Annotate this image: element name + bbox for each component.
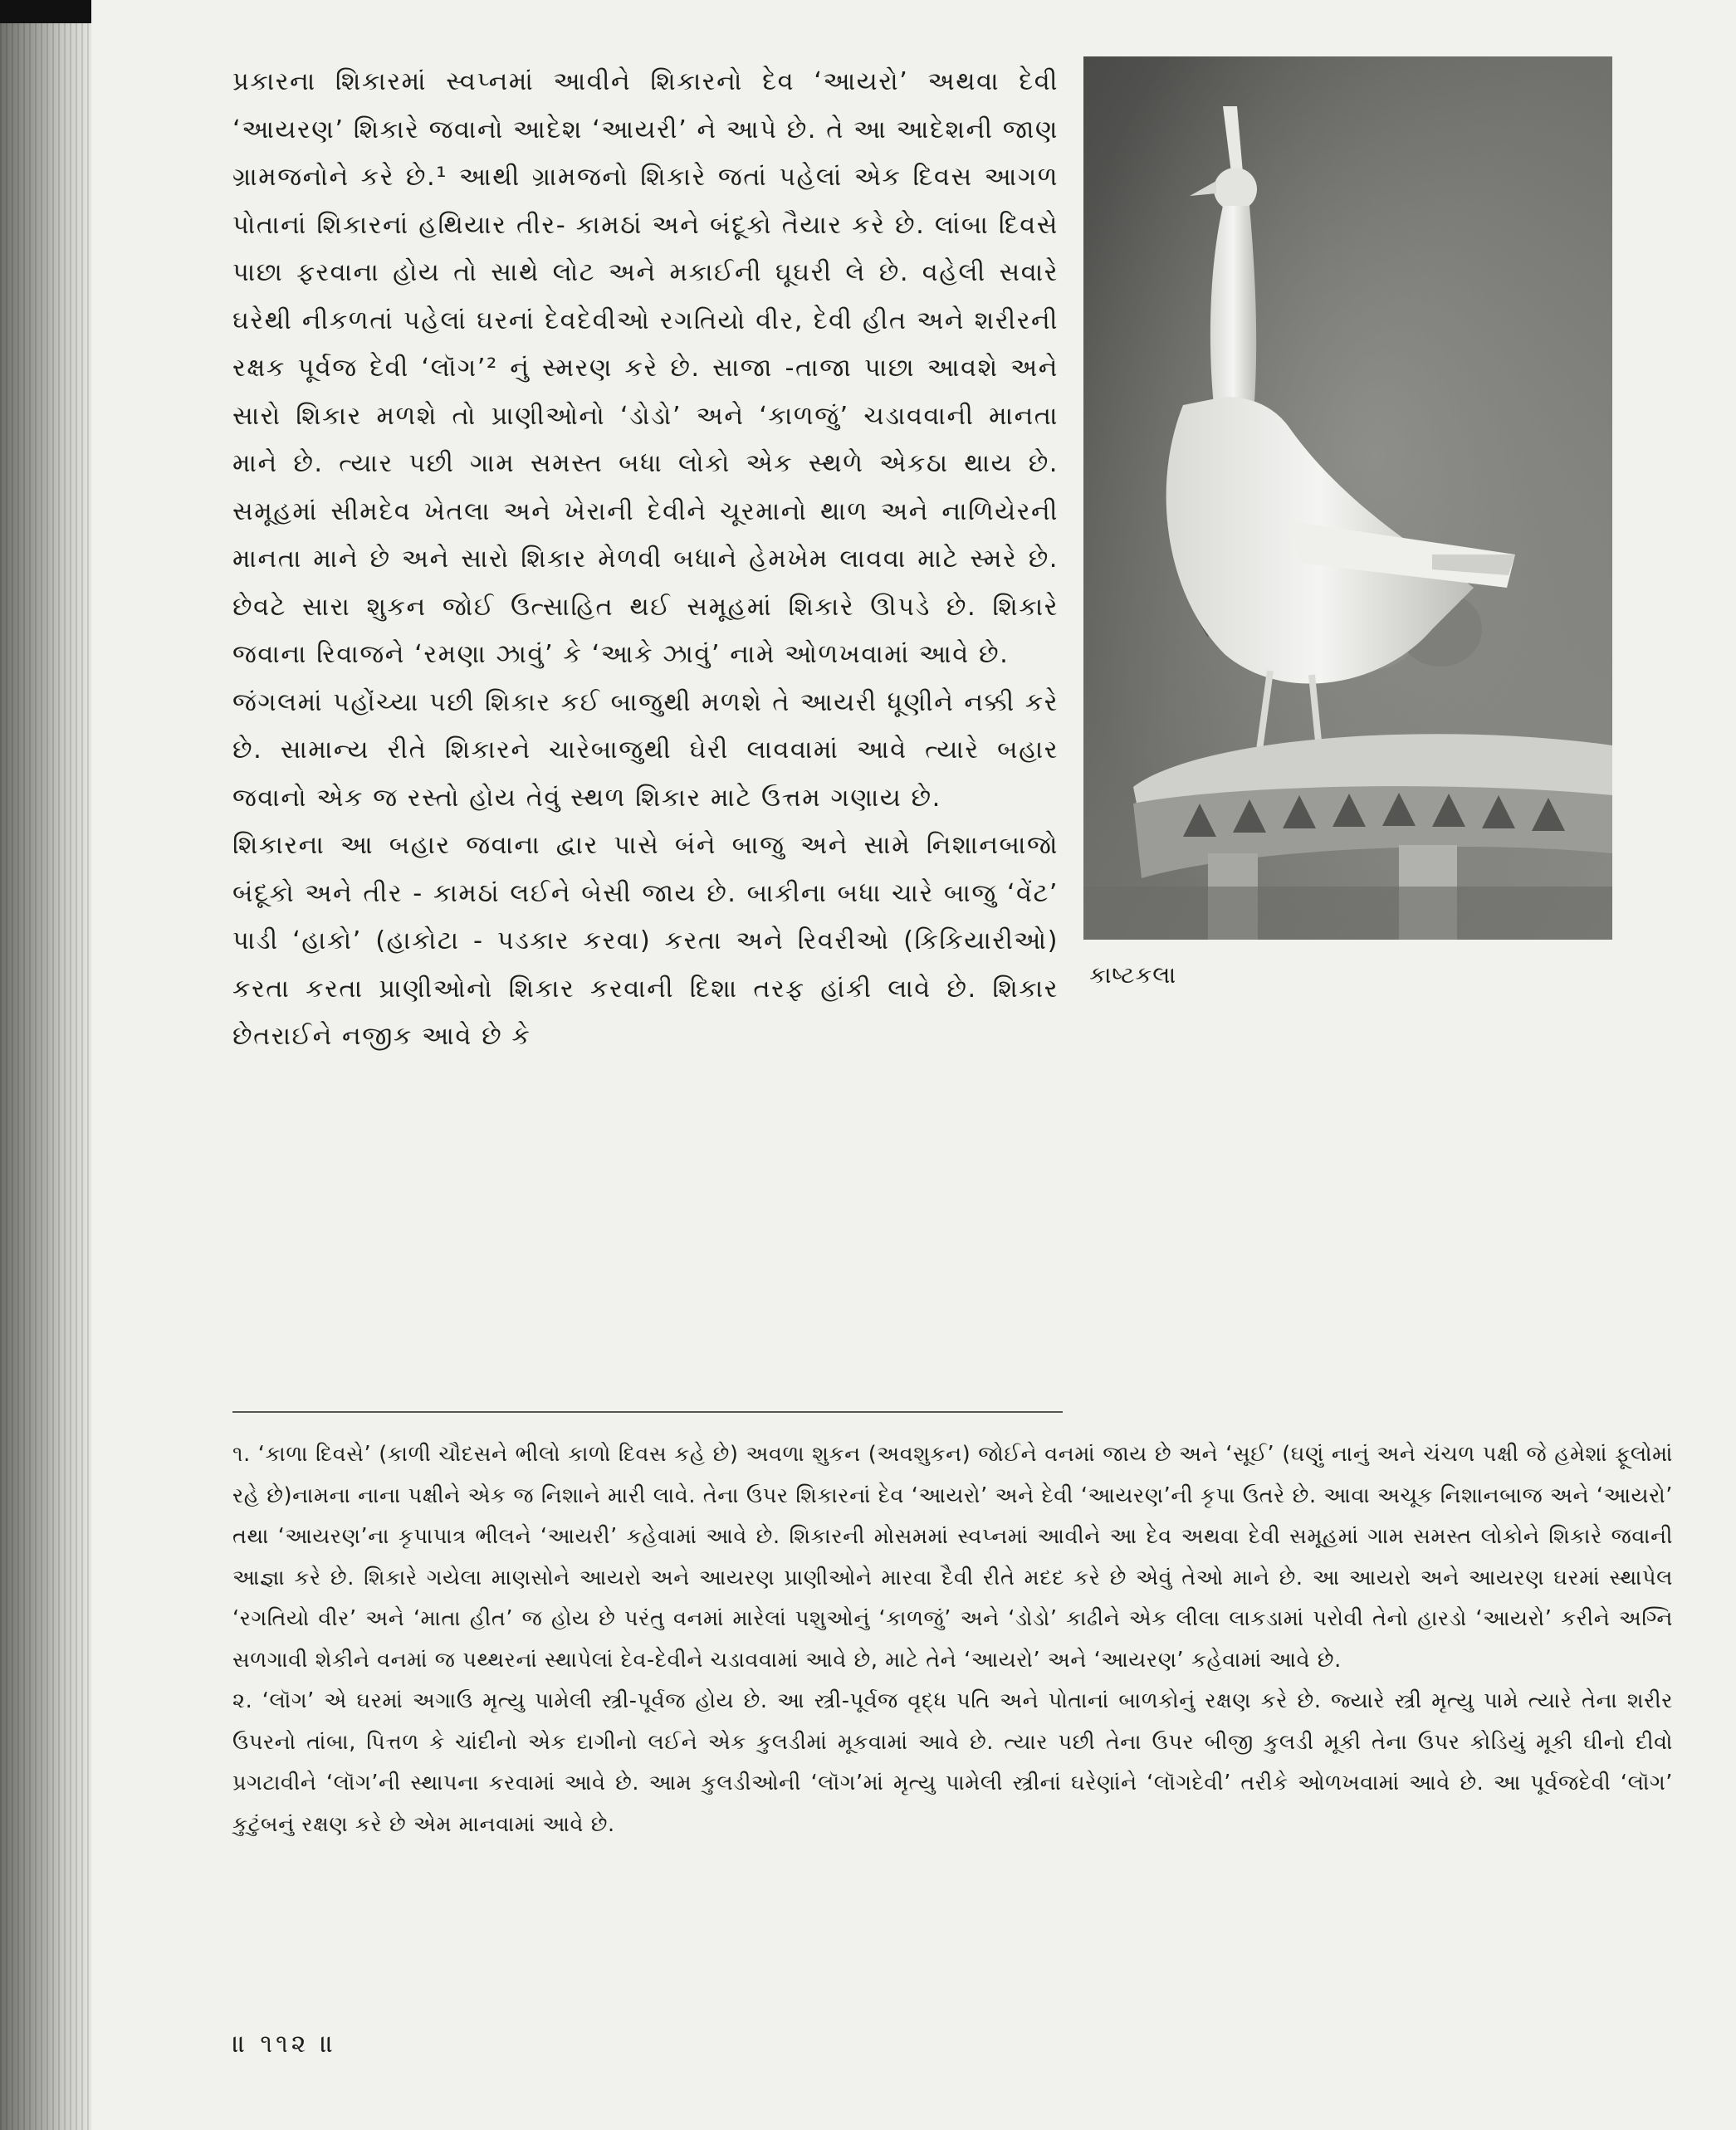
body-paragraph: જંગલમાં પહોંચ્યા પછી શિકાર કઈ બાજુથી મળશે તે આયરી ધૂણીને નક્કી કરે છે. સામાન્ય રીતે શિકારને ચારેબાજુથી ઘેરી લાવવામાં આવે ત્યારે બહાર જવાનો એક જ રસ્તો હોય તેવું સ્થળ શિકાર માટે ઉત્તમ ગણાય છે.: [232, 687, 1059, 813]
footnote: ૧. ‘કાળા દિવસે’ (કાળી ચૌદસને ભીલો કાળો દિવસ કહે છે) અવળા શુકન (અવશુકન) જોઈને વનમાં જાય છે અને ‘સૂઈ’ (ઘણું નાનું અને ચંચળ પક્ષી જે હમેશાં ફૂલોમાં રહે છે)નામના નાના પક્ષીને એક જ નિશાને મારી લાવે. તેના ઉપર શિકારનાં દેવ ‘આયરો’ અને દેવી ‘આયરણ’ની કૃપા ઉતરે છે. આવા અચૂક નિશાનબાજ અને ‘આયરો’ તથા ‘આયરણ’ના કૃપાપાત્ર ભીલને ‘આયરી’ કહેવામાં આવે છે. શિકારની મોસમમાં સ્વપ્નમાં આવીને આ દેવ અથવા દેવી સમૂહમાં ગામ સમસ્ત લોકોને શિકારે જવાની આજ્ઞા કરે છે. શિકારે ગયેલા માણસોને આયરો અને આયરણ પ્રાણીઓને મારવા દૈવી રીતે મદદ કરે છે એવું તેઓ માને છે. આ આયરો અને આયરણ ઘરમાં સ્થાપેલ ‘રગતિયો વીર’ અને ‘માતા હીત’ જ હોય છે પરંતુ વનમાં મારેલાં પશુઓનું ‘કાળજું’ અને ‘ડોડો’ કાઢીને એક લીલા લાકડામાં પરોવી તેનો હારડો ‘આયરો’ કરીને અગ્નિ સળગાવી શેકીને વનમાં જ પથ્થરનાં સ્થાપેલાં દેવ-દેવીને ચડાવવામાં આવે છે, માટે તેને ‘આયરો’ અને ‘આયરણ’ કહેવામાં આવે છે.: [232, 1442, 1674, 1673]
figure-caption: કાષ્ટકલા: [1089, 961, 1177, 989]
body-paragraph: શિકારના આ બહાર જવાના દ્વાર પાસે બંને બાજુ અને સામે નિશાનબાજો બંદૂકો અને તીર - કામઠાં લઈને બેસી જાય છે. બાકીના બધા ચારે બાજુ ‘વેંટ’ પાડી ‘હાકો’ (હાકોટા - પડકાર કરવા) કરતા અને રિવરીઓ (કિકિયારીઓ) કરતા કરતા પ્રાણીઓનો શિકાર કરવાની દિશા તરફ હાંકી લાવે છે. શિકાર છેતરાઈને નજીક આવે છે કે: [232, 831, 1059, 1051]
body-paragraph: પ્રકારના શિકારમાં સ્વપ્નમાં આવીને શિકારનો દેવ ‘આયરો’ અથવા દેવી ‘આયરણ’ શિકારે જવાનો આદેશ ‘આયરી’ ને આપે છે. તે આ આદેશની જાણ ગ્રામજનોને કરે છે.¹ આથી ગ્રામજનો શિકારે જતાં પહેલાં એક દિવસ આગળ પોતાનાં શિકારનાં હથિયાર તીર- કામઠાં અને બંદૂકો તૈયાર કરે છે. લાંબા દિવસે પાછા ફરવાના હોય તો સાથે લોટ અને મકાઈની ઘૂઘરી લે છે. વહેલી સવારે ઘરેથી નીકળતાં પહેલાં ઘરનાં દેવદેવીઓ રગતિયો વીર, દેવી હીત અને શરીરની રક્ષક પૂર્વજ દેવી ‘લૉગ’² નું સ્મરણ કરે છે. સાજા -તાજા પાછા આવશે અને સારો શિકાર મળશે તો પ્રાણીઓનો ‘ડોડો’ અને ‘કાળજું’ ચડાવવાની માનતા માને છે. ત્યાર પછી ગામ સમસ્ત બધા લોકો એક સ્થળે એકઠા થાય છે. સમૂહમાં સીમદેવ ખેતલા અને ખેરાની દેવીને ચૂરમાનો થાળ અને નાળિયેરની માનતા માને છે અને સારો શિકાર મેળવી બધાને હેમખેમ લાવવા માટે સ્મરે છે. છેવટે સારા શુકન જોઈ ઉત્સાહિત થઈ સમૂહમાં શિકારે ઊપડે છે. શિકારે જવાના રિવાજને ‘રમણા ઝાવું’ કે ‘આકે ઝાવું’ નામે ઓળખવામાં આવે છે.: [232, 67, 1059, 669]
woodcraft-peacock-photo: [1083, 56, 1612, 940]
footnotes: [232, 1434, 1673, 1845]
page-number: ॥ ૧૧૨ ॥: [232, 2030, 337, 2059]
book-page-edge: [0, 0, 91, 2130]
footnote: ૨. ‘લૉગ’ એ ઘરમાં અગાઉ મૃત્યુ પામેલી સ્ત્રી-પૂર્વજ હોય છે. આ સ્ત્રી-પૂર્વજ વૃદ્ધ પતિ અને પોતાનાં બાળકોનું રક્ષણ કરે છે. જ્યારે સ્ત્રી મૃત્યુ પામે ત્યારે તેના શરીર ઉપરનો તાંબા, પિત્તળ કે ચાંદીનો એક દાગીનો લઈને એક કુલડીમાં મૂકવામાં આવે છે. ત્યાર પછી તેના ઉપર બીજી કુલડી મૂકી તેના ઉપર કોડિયું મૂકી ઘીનો દીવો પ્રગટાવીને ‘લૉગ’ની સ્થાપના કરવામાં આવે છે. આમ કુલડીઓની ‘લૉગ’માં મૃત્યુ પામેલી સ્ત્રીનાં ઘરેણાંને ‘લૉગદેવી’ તરીકે ઓળખવામાં આવે છે. આ પૂર્વજદેવી ‘લૉગ’ કુટુંબનું રક્ષણ કરે છે એમ માનવામાં આવે છે.: [232, 1688, 1673, 1837]
footnote-divider: [232, 1411, 1063, 1413]
scan-border: [0, 0, 100, 23]
main-text-column: [232, 58, 1059, 1061]
